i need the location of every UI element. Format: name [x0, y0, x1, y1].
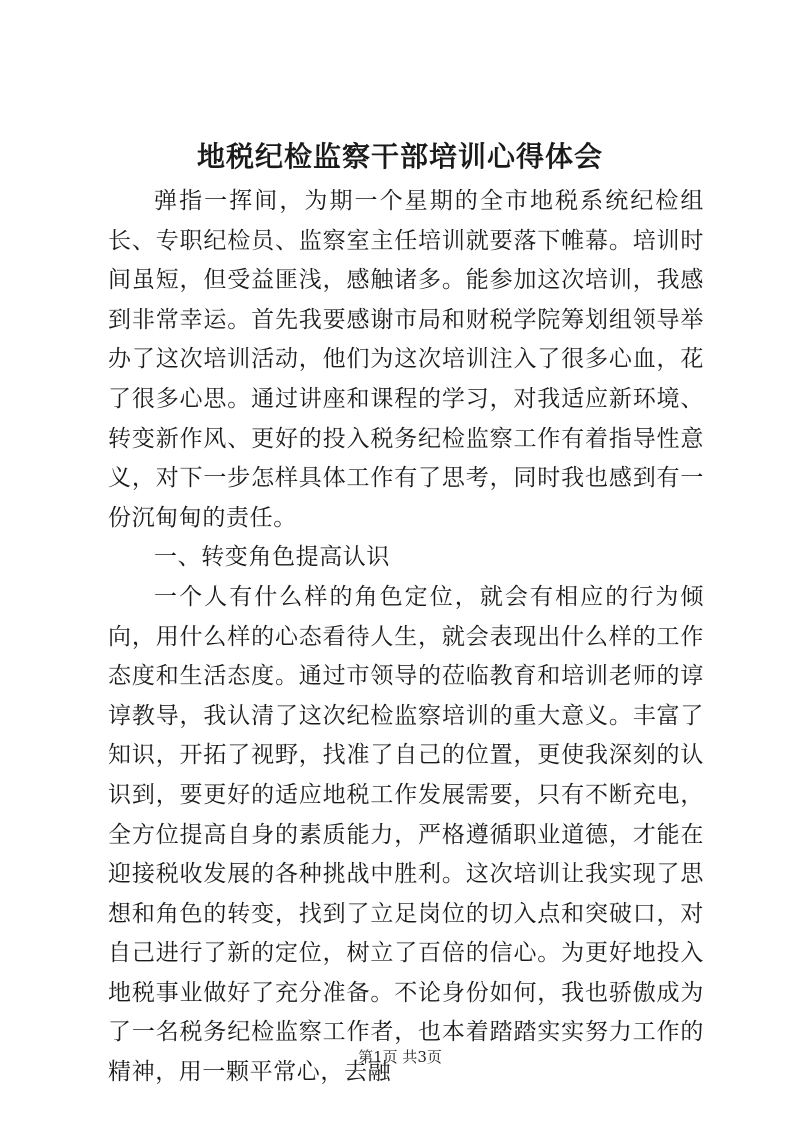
document-title: 地税纪检监察干部培训心得体会	[196, 140, 603, 173]
paragraph-intro: 弹指一挥间，为期一个星期的全市地税系统纪检组长、专职纪检员、监察室主任培训就要落下帷幕。培训时间虽短，但受益匪浅，感触诸多。能参加这次培训，我感到非常幸运。首先我要感谢市局和财税学院筹划组领导举办了这次培训活动，他们为这次培训注入了很多心血，花了很多心思。通过讲座和课程的学习，对我适应新环境、转变新作风、更好的投入税务纪检监察工作有着指导性意义，对下一步怎样具体工作有了思考，同时我也感到有一份沉甸甸的责任。	[108, 188, 704, 531]
page-number-footer: 第1页 共3页	[358, 1048, 442, 1066]
document-body	[108, 182, 704, 1093]
section-heading: 一、转变角色提高认识	[154, 544, 390, 571]
paragraph-role-change: 一个人有什么样的角色定位，就会有相应的行为倾向，用什么样的心态看待人生，就会表现出什么样的工作态度和生活态度。通过市领导的莅临教育和培训老师的谆谆教导，我认清了这次纪检监察培训的重大意义。丰富了知识，开拓了视野，找准了自己的位置，更使我深刻的认识到，要更好的适应地税工作发展需要，只有不断充电，全方位提高自身的素质能力，严格遵循职业道德，才能在迎接税收发展的各种挑战中胜利。这次培训让我实现了思想和角色的转变，找到了立足岗位的切入点和突破口，对自己进行了新的定位，树立了百倍的信心。为更好地投入地税事业做好了充分准备。不论身份如何，我也骄傲成为了一名税务纪检监察工作者，也本着踏踏实实努力工作的精神，用一颗平常心，去融	[108, 583, 704, 1086]
